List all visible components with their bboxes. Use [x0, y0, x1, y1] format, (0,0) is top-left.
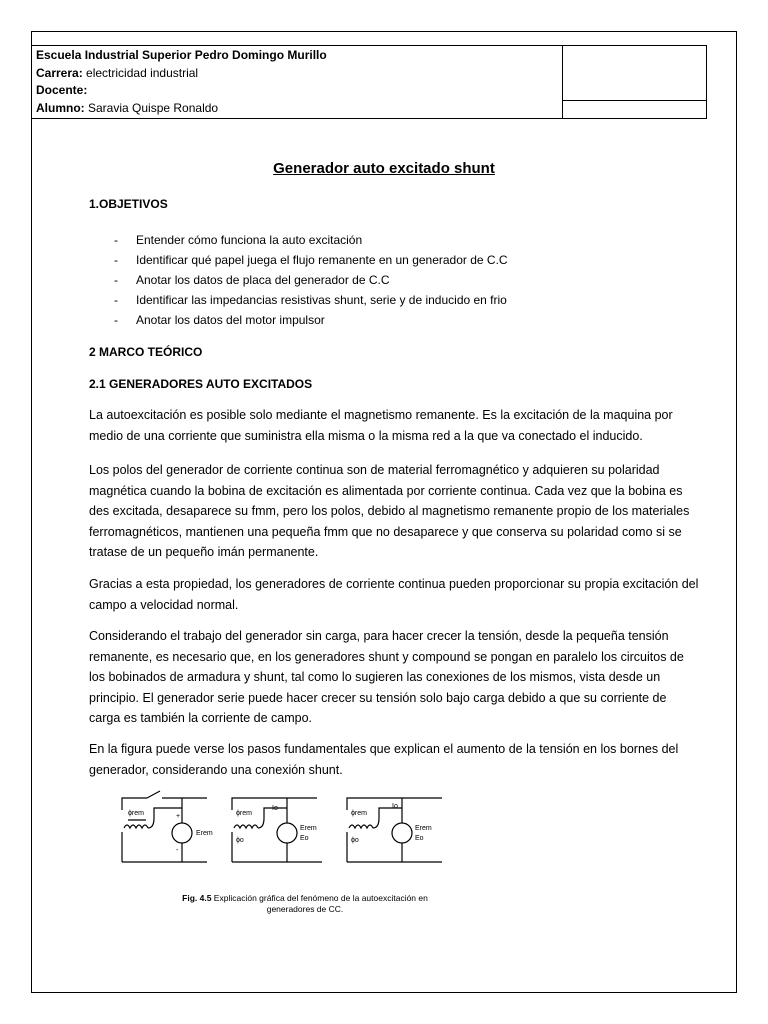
header-empty-cell-bottom — [563, 101, 707, 119]
label-minus: - — [176, 847, 179, 854]
circuit-panel-1 — [122, 791, 213, 862]
header-info-cell — [32, 46, 563, 119]
header-empty-cell-top — [563, 46, 707, 101]
teacher-line — [36, 82, 558, 100]
bullet-dash: - — [114, 293, 118, 307]
list-item: - Anotar los datos del motor impulsor — [89, 310, 508, 330]
caption-figure-number: Fig. 4.5 — [182, 893, 212, 903]
label-phi-rem: ϕrem — [128, 810, 144, 817]
label-e-rem: Erem — [415, 825, 432, 832]
subsection-heading: 2.1 GENERADORES AUTO EXCITADOS — [89, 377, 313, 391]
label-phi-0: ϕo — [236, 837, 244, 844]
bullet-dash: - — [114, 273, 118, 287]
student-line — [36, 100, 558, 118]
document-title: Generador auto excitado shunt — [273, 160, 495, 177]
list-item: - Entender cómo funciona la auto excitación — [89, 230, 508, 250]
paragraph-3: Gracias a esta propiedad, los generadores de corriente continua pueden proporcionar su propia excitación del campo a velocidad normal. — [89, 577, 699, 612]
autoexcitation-figure — [112, 790, 472, 870]
teacher-label: Docente: — [36, 83, 88, 97]
list-item: - Anotar los datos de placa del generador de C.C — [89, 270, 508, 290]
label-i-0: Io — [392, 803, 398, 810]
paragraph-5: En la figura puede verse los pasos fundamentales que explican el aumento de la tensión en los bornes del generador, considerando una conexión shunt. — [89, 742, 679, 777]
label-plus: + — [176, 813, 181, 820]
label-phi-0: ϕo — [351, 837, 359, 844]
label-phi-rem: ϕrem — [236, 810, 252, 817]
student-label: Alumno: — [36, 100, 85, 115]
label-phi-rem: ϕrem — [351, 810, 367, 817]
caption-line-2: generadores de CC. — [266, 904, 344, 914]
career-line — [36, 65, 558, 83]
header-table — [31, 45, 707, 119]
bullet-dash: - — [114, 253, 118, 267]
label-e-rem: Erem — [300, 825, 317, 832]
theory-heading: 2 MARCO TEÓRICO — [89, 345, 203, 359]
paragraph-4: Considerando el trabajo del generador sin carga, para hacer crecer la tensión, desde la pequeña tensión remanente, es necesario que, en los generadores shunt y compound se pongan en paralelo los circuitos de los bobinados de armadura y shunt, tal como lo sugieren las conexiones de los mismos, vista desde un principio. El generador serie puede hacer crecer su tensión solo bajo carga debido a que su corriente de carga es también la corriente de campo. — [89, 629, 684, 725]
student-value: Saravia Quispe Ronaldo — [88, 100, 219, 115]
bullet-dash: - — [114, 233, 118, 247]
circuit-panel-2 — [232, 798, 322, 862]
paragraph-1: La autoexcitación es posible solo mediante el magnetismo remanente. Es la excitación de la maquina por medio de una corriente que suministra ella misma o la misma red a la que va conectado el inducido. — [89, 408, 673, 443]
figure-caption — [160, 893, 450, 915]
career-value: electricidad industrial — [86, 65, 199, 80]
label-e-0: Eo — [415, 835, 424, 842]
objectives-heading: 1.OBJETIVOS — [89, 197, 168, 211]
bullet-dash: - — [114, 313, 118, 327]
label-e-0: Eo — [300, 835, 309, 842]
circuit-panel-3 — [347, 798, 442, 862]
list-item: - Identificar qué papel juega el flujo remanente en un generador de C.C — [89, 250, 508, 270]
objectives-list — [89, 230, 508, 330]
label-e-rem: Erem — [196, 830, 213, 837]
career-label: Carrera: — [36, 65, 83, 80]
paragraph-2: Los polos del generador de corriente continua son de material ferromagnético y adquieren su polaridad magnética cuando la bobina de excitación es alimentada por corriente continua. Cada vez que la bobina es des excitada, desaparece su fmm, pero los polos, debido al magnetismo remanente propio de los materiales ferromagnéticos, mantienen una pequeña fmm que no desaparece y que conserva su polaridad como si se tratase de un pequeño imán permanente. — [89, 463, 690, 559]
label-i-0: Io — [272, 805, 278, 812]
school-name: Escuela Industrial Superior Pedro Domingo Murillo — [36, 48, 327, 62]
caption-line-1: Explicación gráfica del fenómeno de la autoexcitación en — [211, 893, 428, 903]
list-item: - Identificar las impedancias resistivas shunt, serie y de inducido en frio — [89, 290, 508, 310]
